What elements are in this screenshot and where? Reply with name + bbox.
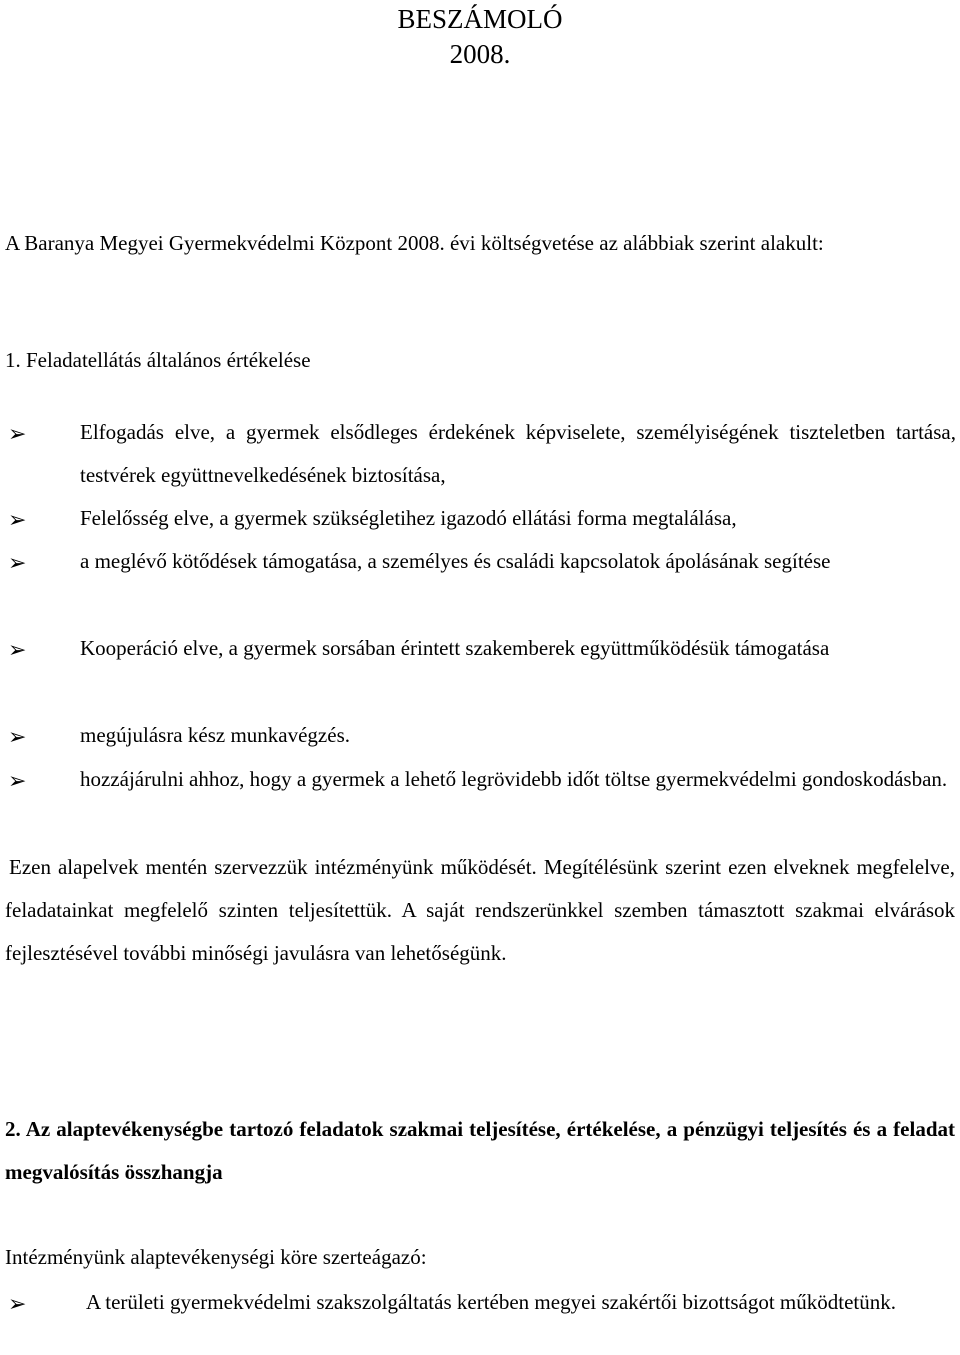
bullet-arrow-icon: ➢ (8, 768, 27, 793)
list-item: Kooperáció elve, a gyermek sorsában érintett szakemberek együttműködésük támogatása (80, 636, 830, 660)
list-item: Felelősség elve, a gyermek szükségletihez igazodó ellátási forma megtalálása, (80, 506, 737, 530)
section-1-heading: 1. Feladatellátás általános értékelése (5, 348, 311, 372)
bullet-arrow-icon: ➢ (8, 637, 27, 662)
summary-paragraph: Ezen alapelvek mentén szervezzük intézményünk működését. Megítélésünk szerint ezen elveknek megfelelve, feladatainkat megfelelő szinten teljesítettük. A saját rendszerünkkel szemben támasztott szakmai elvárások fejlesztésével további minőségi javulásra van lehetőségünk. (5, 855, 955, 965)
bullet-arrow-icon: ➢ (8, 421, 27, 446)
bullet-arrow-icon: ➢ (8, 507, 27, 532)
document-year: 2008. (449, 39, 511, 69)
list-item: megújulásra kész munkavégzés. (80, 723, 350, 747)
bullet-arrow-icon: ➢ (8, 1291, 27, 1316)
bullet-arrow-icon: ➢ (8, 724, 27, 749)
list-item: hozzájárulni ahhoz, hogy a gyermek a lehető legrövidebb időt töltse gyermekvédelmi gondoskodásban. (80, 767, 948, 791)
intro-paragraph: A Baranya Megyei Gyermekvédelmi Központ 2008. évi költségvetése az alábbiak szerint alakult: (5, 231, 824, 255)
list-item: Elfogadás elve, a gyermek elsődleges érdekének képviselete, személyiségének tiszteletben tartása, testvérek együttnevelkedésének biztosítása, (80, 420, 956, 487)
list-item: A területi gyermekvédelmi szakszolgáltatás kertében megyei szakértői bizottságot működtetünk. (86, 1290, 896, 1314)
scope-intro: Intézményünk alaptevékenységi köre szerteágazó: (5, 1245, 427, 1269)
bullet-arrow-icon: ➢ (8, 550, 27, 575)
section-2-heading: 2. Az alaptevékenységbe tartozó feladatok szakmai teljesítése, értékelése, a pénzügyi teljesítés és a feladat megvalósítás összhangja (5, 1117, 955, 1184)
document-title: BESZÁMOLÓ (397, 4, 563, 34)
list-item: a meglévő kötődések támogatása, a személyes és családi kapcsolatok ápolásának segítése (80, 549, 831, 573)
